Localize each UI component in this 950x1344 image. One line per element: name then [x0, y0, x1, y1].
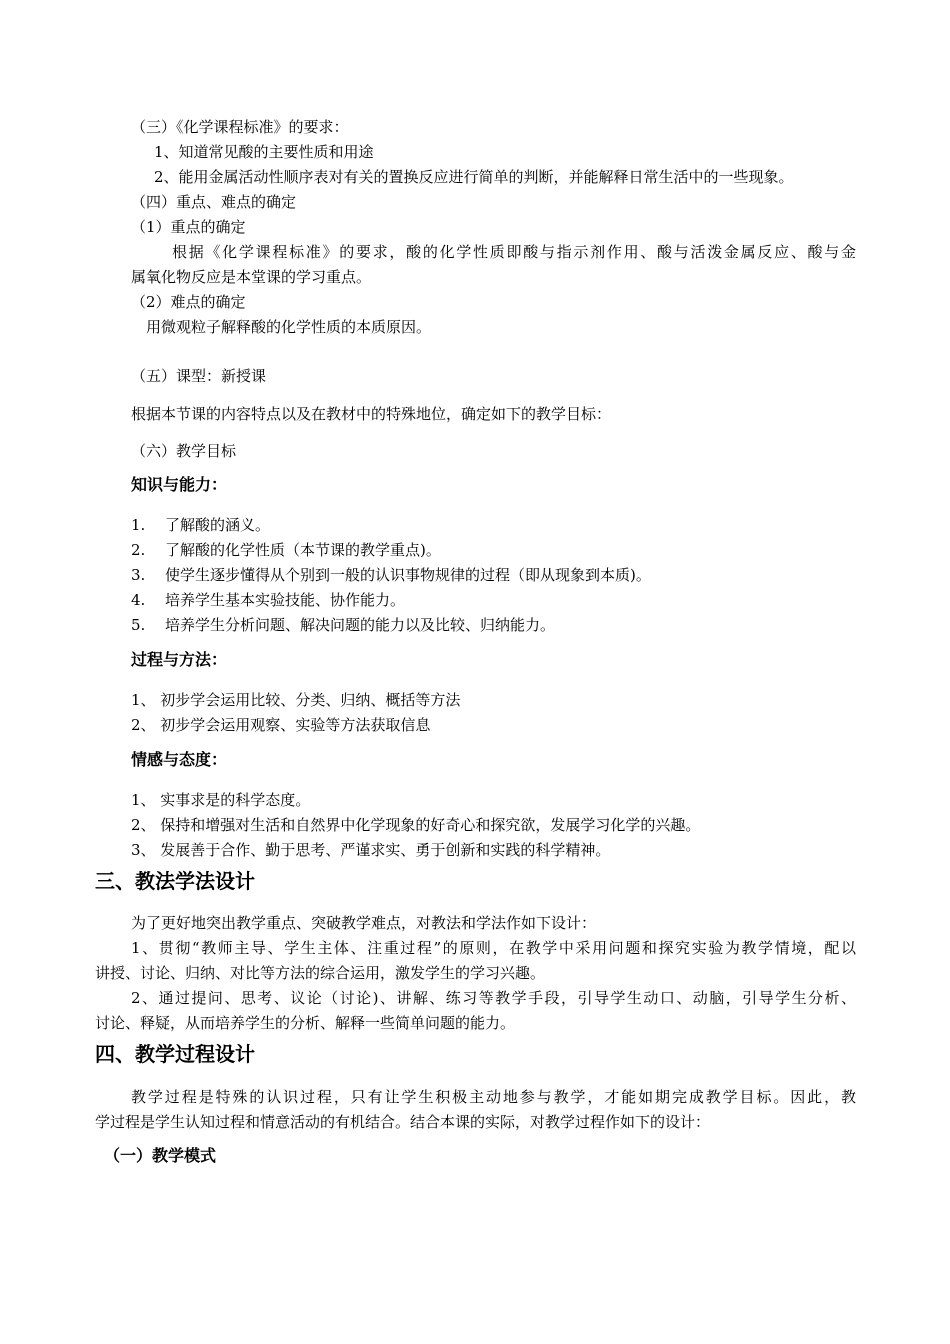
section-3-paragraph: 为了更好地突出教学重点、突破教学难点，对教法和学法作如下设计：	[131, 914, 597, 932]
difficulty-heading: （2）难点的确定	[131, 293, 246, 311]
item-number: 3.	[131, 566, 146, 584]
knowledge-item	[131, 566, 651, 584]
item-text: 了解酸的化学性质（本节课的教学重点)。	[165, 541, 441, 559]
subsection-heading-3: （三）《化学课程标准》的要求：	[131, 118, 349, 136]
emotion-item: 2、 保持和增强对生活和自然界中化学现象的好奇心和探究欲，发展学习化学的兴趣。	[131, 816, 701, 834]
section-3-paragraph: 1、贯彻“教师主导、学生主体、注重过程”的原则，在教学中采用问题和探究实验为教学情境，配以	[131, 939, 856, 957]
knowledge-heading: 知识与能力：	[131, 475, 228, 494]
section-3-paragraph: 讲授、讨论、归纳、对比等方法的综合运用，激发学生的学习兴趣。	[95, 964, 546, 982]
process-heading: 过程与方法：	[131, 650, 228, 669]
item-text: 使学生逐步懂得从个别到一般的认识事物规律的过程（即从现象到本质)。	[165, 566, 651, 584]
difficulty-text: 用微观粒子解释酸的化学性质的本质原因。	[146, 318, 432, 336]
section-3-paragraph: 2、通过提问、思考、议论（讨论)、讲解、练习等教学手段，引导学生动口、动脑，引导学生分析、	[131, 989, 856, 1007]
knowledge-item	[131, 516, 270, 534]
section-4-paragraph: 学过程是学生认知过程和情意活动的有机结合。结合本课的实际，对教学过程作如下的设计：	[95, 1113, 711, 1131]
subsection-heading-5: （五）课型：新授课	[131, 367, 267, 385]
key-point-text-line2: 属氧化物反应是本堂课的学习重点。	[131, 268, 372, 286]
objective-intro: 根据本节课的内容特点以及在教材中的特殊地位，确定如下的教学目标：	[131, 405, 612, 423]
process-item: 1、 初步学会运用比较、分类、归纳、概括等方法	[131, 691, 461, 709]
item-text: 了解酸的涵义。	[165, 516, 271, 534]
item-number: 2.	[131, 541, 146, 559]
knowledge-item	[131, 591, 405, 609]
item-text: 培养学生基本实验技能、协作能力。	[165, 591, 406, 609]
item-number: 5.	[131, 616, 146, 634]
requirement-1: 1、知道常见酸的主要性质和用途	[154, 143, 374, 161]
section-4-paragraph: 教学过程是特殊的认识过程，只有让学生积极主动地参与教学，才能如期完成教学目标。因此，教	[131, 1088, 856, 1106]
emotion-heading: 情感与态度：	[131, 750, 228, 769]
subsection-heading-6: （六）教学目标	[131, 442, 237, 460]
subsection-heading-4: （四）重点、难点的确定	[131, 193, 297, 211]
emotion-item: 3、 发展善于合作、勤于思考、严谨求实、勇于创新和实践的科学精神。	[131, 841, 611, 859]
key-point-heading: （1）重点的确定	[131, 218, 246, 236]
key-point-text-line1: 根据《化学课程标准》的要求，酸的化学性质即酸与指示剂作用、酸与活泼金属反应、酸与金	[172, 243, 856, 261]
emotion-item: 1、 实事求是的科学态度。	[131, 791, 311, 809]
knowledge-item	[131, 541, 441, 559]
knowledge-item	[131, 616, 555, 634]
item-number: 1.	[131, 516, 146, 534]
section-3-heading: 三、教法学法设计	[95, 869, 255, 893]
requirement-2: 2、能用金属活动性顺序表对有关的置换反应进行简单的判断，并能解释日常生活中的一些现象。	[154, 168, 794, 186]
section-4-heading: 四、教学过程设计	[95, 1042, 255, 1066]
item-number: 4.	[131, 591, 146, 609]
teaching-mode-heading: （一）教学模式	[104, 1146, 217, 1165]
process-item: 2、 初步学会运用观察、实验等方法获取信息	[131, 716, 431, 734]
item-text: 培养学生分析问题、解决问题的能力以及比较、归纳能力。	[165, 616, 556, 634]
section-3-paragraph: 讨论、释疑，从而培养学生的分析、解释一些简单问题的能力。	[95, 1014, 516, 1032]
